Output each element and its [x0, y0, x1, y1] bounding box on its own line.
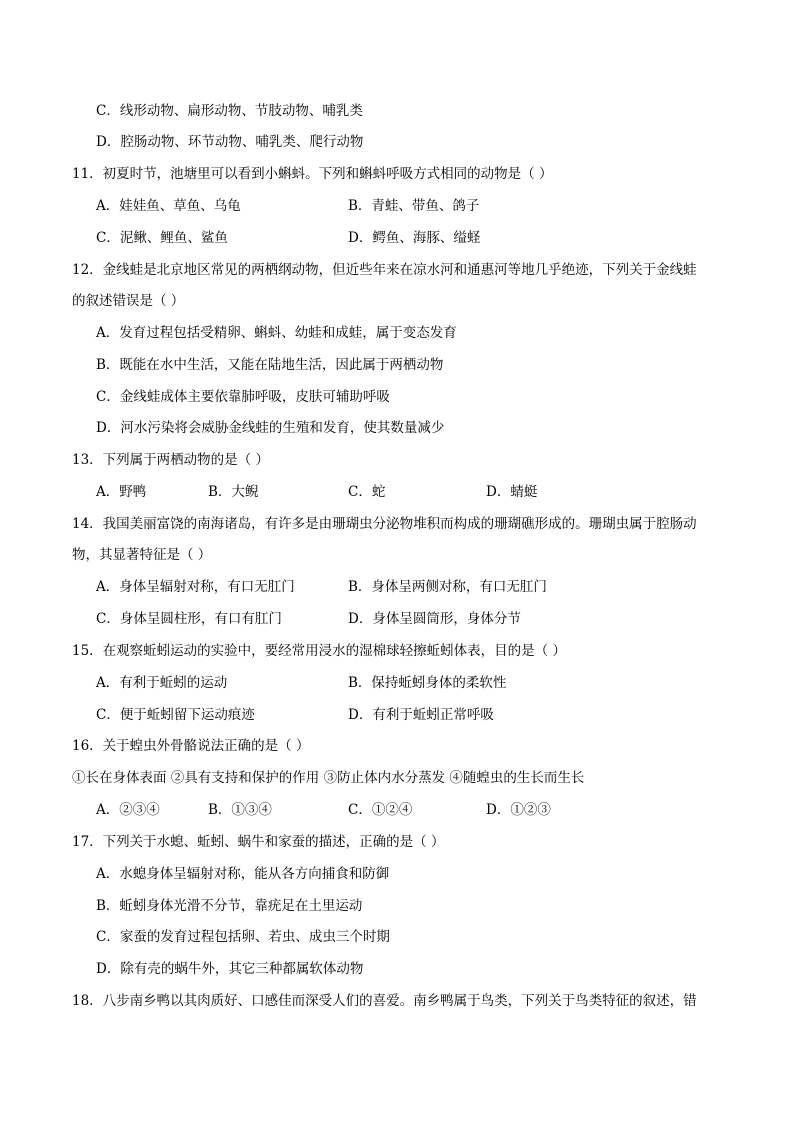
q12-stem-line2: 的叙述错误是（ ） — [72, 293, 185, 309]
q16-option-c: C．①②④ — [348, 802, 413, 818]
q11-option-a: A．娃娃鱼、草鱼、乌龟 — [96, 198, 241, 214]
q15-option-d: D．有利于蚯蚓正常呼吸 — [348, 707, 494, 723]
q14-options-ab — [96, 577, 736, 597]
q13-option-a: A．野鸭 — [96, 484, 147, 500]
q12-option-a: A．发育过程包括受精卵、蝌蚪、幼蛙和成蛙，属于变态发育 — [96, 325, 457, 341]
q14-option-b: B．身体呈两侧对称，有口无肛门 — [348, 579, 547, 595]
q16-statements: ①长在身体表面 ②具有支持和保护的作用 ③防止体内水分蒸发 ④随蝗虫的生长而生长 — [72, 770, 585, 786]
q11-stem: 11．初夏时节，池塘里可以看到小蝌蚪。下列和蝌蚪呼吸方式相同的动物是（ ） — [72, 166, 553, 182]
q11-options-cd — [96, 228, 736, 248]
q11-option-d: D．鳄鱼、海豚、缢蛏 — [348, 230, 481, 246]
q11-options-ab — [96, 196, 736, 216]
q17-option-c: C．家蚕的发育过程包括卵、若虫、成虫三个时期 — [96, 929, 390, 945]
q17-stem: 17．下列关于水螅、蚯蚓、蜗牛和家蚕的描述，正确的是（ ） — [72, 834, 445, 850]
q16-option-b: B．①③④ — [208, 802, 272, 818]
q17-option-b: B．蚯蚓身体光滑不分节，靠疣足在土里运动 — [96, 898, 363, 914]
q15-option-c: C．便于蚯蚓留下运动痕迹 — [96, 707, 255, 723]
q11-option-c: C．泥鳅、鲤鱼、鲨鱼 — [96, 230, 228, 246]
q15-options-cd — [96, 705, 736, 725]
q15-stem: 15．在观察蚯蚓运动的实验中，要经常用浸水的湿棉球轻擦蚯蚓体表，目的是（ ） — [72, 643, 566, 659]
q13-option-b: B．大鲵 — [208, 484, 259, 500]
q16-stem: 16．关于蝗虫外骨骼说法正确的是（ ） — [72, 738, 310, 754]
q14-option-c: C．身体呈圆柱形，有口有肛门 — [96, 611, 282, 627]
q12-option-b: B．既能在水中生活，又能在陆地生活，因此属于两栖动物 — [96, 357, 444, 373]
q12-option-d: D．河水污染将会威胁金线蛙的生殖和发育，使其数量减少 — [96, 420, 445, 436]
q15-option-a: A．有利于蚯蚓的运动 — [96, 675, 228, 691]
q16-option-d: D．①②③ — [486, 802, 551, 818]
q12-stem-line1: 12．金线蛙是北京地区常见的两栖纲动物，但近些年来在凉水河和通惠河等地几乎绝迹，下列关于金线蛙 — [72, 262, 697, 278]
q10-option-c: C．线形动物、扁形动物、节肢动物、哺乳类 — [96, 103, 363, 119]
q11-option-b: B．青蛙、带鱼、鸽子 — [348, 198, 480, 214]
q13-option-d: D．蜻蜓 — [486, 484, 538, 500]
q15-option-b: B．保持蚯蚓身体的柔软性 — [348, 675, 507, 691]
q14-stem-line1: 14．我国美丽富饶的南海诸岛，有许多是由珊瑚虫分泌物堆积而构成的珊瑚礁形成的。珊瑚虫属于腔肠动 — [72, 516, 697, 532]
q13-option-c: C．蛇 — [348, 484, 386, 500]
q13-options — [96, 482, 736, 502]
q10-option-d: D．腔肠动物、环节动物、哺乳类、爬行动物 — [96, 134, 364, 150]
q14-options-cd — [96, 609, 736, 629]
q14-stem-line2: 物，其显著特征是（ ） — [72, 547, 212, 563]
q16-option-a: A．②③④ — [96, 802, 160, 818]
q13-stem: 13．下列属于两栖动物的是（ ） — [72, 452, 269, 468]
q16-options — [96, 800, 736, 820]
q17-option-d: D．除有壳的蜗牛外，其它三种都属软体动物 — [96, 961, 364, 977]
q18-stem: 18．八步南乡鸭以其肉质好、口感佳而深受人们的喜爱。南乡鸭属于鸟类，下列关于鸟类特征的叙述，错 — [72, 993, 697, 1009]
q14-option-d: D．身体呈圆筒形，身体分节 — [348, 611, 521, 627]
q12-option-c: C．金线蛙成体主要依靠肺呼吸，皮肤可辅助呼吸 — [96, 389, 390, 405]
q14-option-a: A．身体呈辐射对称，有口无肛门 — [96, 579, 295, 595]
q15-options-ab — [96, 673, 736, 693]
q17-option-a: A．水螅身体呈辐射对称，能从各方向捕食和防御 — [96, 866, 390, 882]
